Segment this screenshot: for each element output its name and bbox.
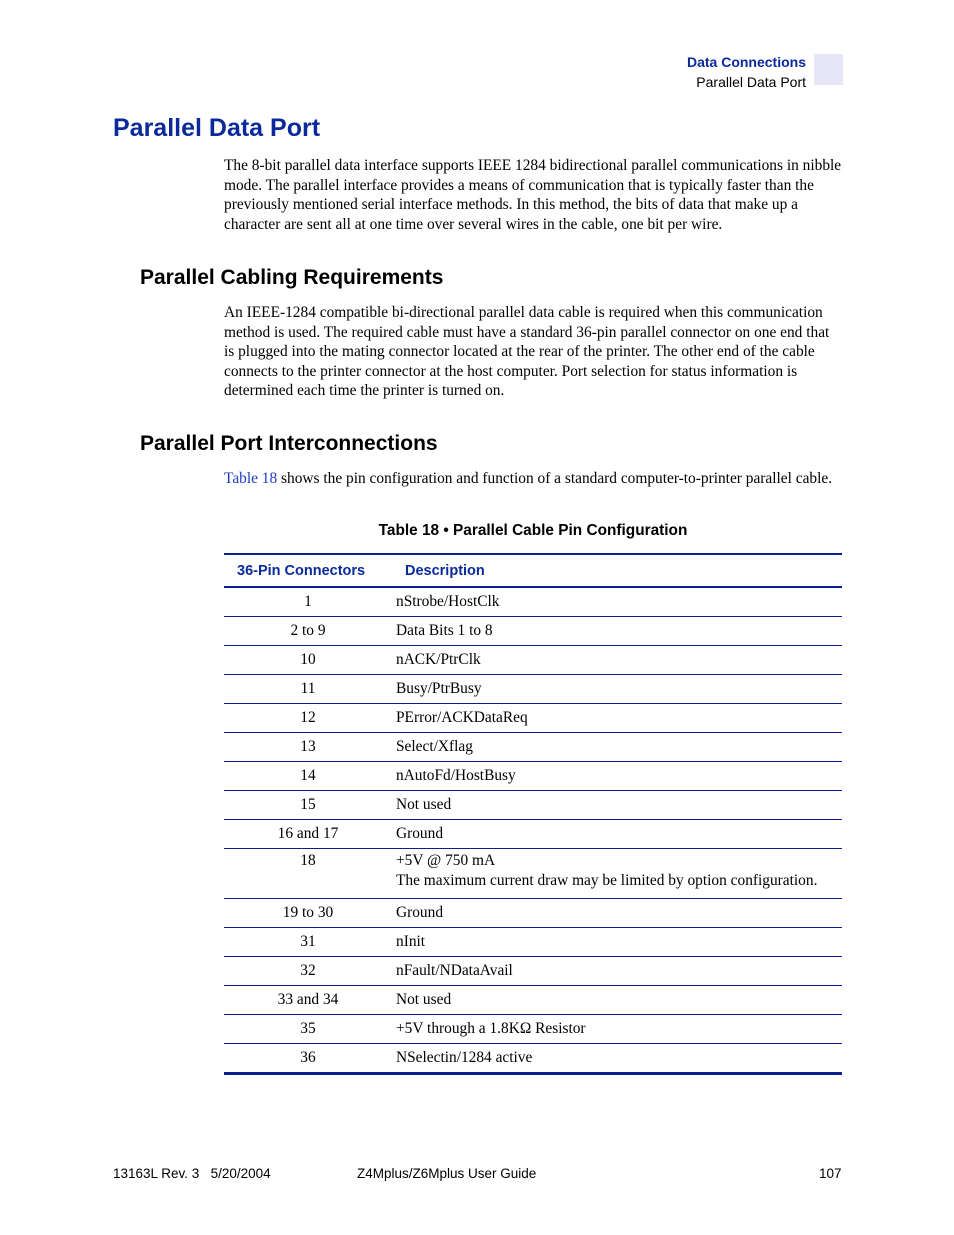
description-main: +5V @ 750 mA — [396, 852, 496, 869]
pin-configuration-table — [224, 553, 842, 1075]
table-row — [224, 957, 842, 986]
pin-cell: 11 — [224, 675, 392, 704]
table-row — [224, 820, 842, 849]
table-row — [224, 849, 842, 899]
header-tab-marker — [814, 54, 843, 85]
description-cell: Data Bits 1 to 8 — [392, 617, 842, 646]
description-cell: nACK/PtrClk — [392, 646, 842, 675]
interconnections-text: shows the pin configuration and function of a standard computer-to-printer parallel cable. — [277, 470, 833, 487]
pin-cell: 15 — [224, 791, 392, 820]
pin-cell: 13 — [224, 733, 392, 762]
table-row — [224, 928, 842, 957]
pin-cell: 18 — [224, 849, 392, 899]
pin-cell: 2 to 9 — [224, 617, 392, 646]
table-row — [224, 617, 842, 646]
table-caption: Table 18 • Parallel Cable Pin Configuration — [378, 522, 688, 539]
intro-paragraph: The 8-bit parallel data interface supports IEEE 1284 bidirectional parallel communications in nibble mode. The parallel interface provides a means of communication that is typically faster than the previously mentioned serial interface methods. In this method, the bits of data that make up a character are sent all at one time over several wires in the cable, one bit per wire. — [224, 157, 842, 233]
cabling-paragraph: An IEEE-1284 compatible bi-directional parallel data cable is required when this communication method is used. The required cable must have a standard 36-pin parallel connector on one end that is plugged into the mating connector located at the rear of the printer. The other end of the cable connects to the printer connector at the host computer. Port selection for status information is determined each time the printer is turned on. — [224, 304, 830, 399]
pin-cell: 32 — [224, 957, 392, 986]
table-row — [224, 704, 842, 733]
description-cell: Not used — [392, 986, 842, 1015]
footer-page-number: 107 — [819, 1166, 842, 1181]
table-header-row — [224, 554, 842, 587]
pin-cell: 16 and 17 — [224, 820, 392, 849]
column-header-pin: 36-Pin Connectors — [224, 554, 392, 587]
description-cell: Not used — [392, 791, 842, 820]
footer-doc-id: 13163L Rev. 3 5/20/2004 — [113, 1166, 271, 1181]
description-cell — [392, 849, 842, 899]
pin-cell: 36 — [300, 1049, 316, 1067]
column-header-description: Description — [392, 554, 842, 587]
running-header — [687, 52, 806, 92]
description-cell: nFault/NDataAvail — [392, 957, 842, 986]
pin-cell: 12 — [224, 704, 392, 733]
pin-cell: 35 — [224, 1015, 392, 1044]
cabling-heading: Parallel Cabling Requirements — [140, 266, 444, 289]
description-cell: Busy/PtrBusy — [392, 675, 842, 704]
table-row — [224, 1015, 842, 1044]
table-row — [224, 675, 842, 704]
footer-guide-title: Z4Mplus/Z6Mplus User Guide — [357, 1166, 537, 1181]
pin-cell: 19 to 30 — [224, 899, 392, 928]
header-subsection: Parallel Data Port — [696, 74, 806, 90]
interconnections-heading: Parallel Port Interconnections — [140, 432, 438, 455]
table-row — [224, 733, 842, 762]
page-title: Parallel Data Port — [113, 114, 321, 142]
pin-cell: 1 — [224, 587, 392, 617]
description-cell: nInit — [392, 928, 842, 957]
table-row — [224, 646, 842, 675]
table-18-link[interactable]: Table 18 — [224, 470, 278, 487]
interconnections-paragraph — [224, 469, 842, 489]
description-cell: Ground — [392, 820, 842, 849]
pin-cell: 31 — [224, 928, 392, 957]
pin-cell: 33 and 34 — [224, 986, 392, 1015]
table-row — [224, 587, 842, 617]
table-row — [224, 791, 842, 820]
description-cell: Ground — [392, 899, 842, 928]
description-cell: PError/ACKDataReq — [392, 704, 842, 733]
header-section: Data Connections — [686, 54, 806, 70]
table-row — [224, 1044, 842, 1074]
table-row — [224, 899, 842, 928]
table-row — [224, 762, 842, 791]
pin-cell: 14 — [224, 762, 392, 791]
table-row — [224, 986, 842, 1015]
pin-cell: 10 — [224, 646, 392, 675]
description-cell: NSelectin/1284 active — [396, 1049, 533, 1067]
description-cell: nStrobe/HostClk — [392, 587, 842, 617]
description-note: The maximum current draw may be limited by option configuration. — [396, 871, 818, 889]
description-cell: Select/Xflag — [392, 733, 842, 762]
description-cell: +5V through a 1.8KΩ Resistor — [392, 1015, 842, 1044]
description-cell: nAutoFd/HostBusy — [392, 762, 842, 791]
